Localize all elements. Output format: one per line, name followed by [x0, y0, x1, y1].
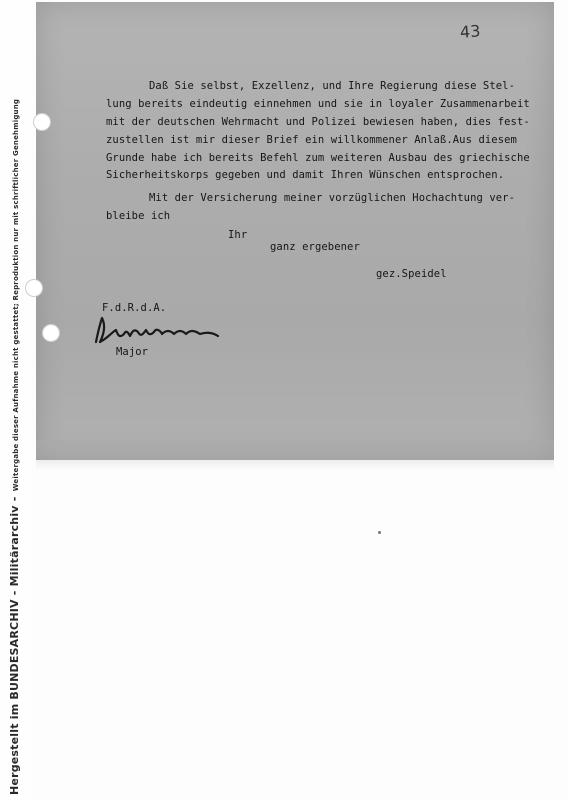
body-line: lung bereits eindeutig einnehmen und sie in loyaler Zusammenarbeit: [106, 98, 530, 110]
body-line: Daß Sie selbst, Exzellenz, und Ihre Regierung diese Stel-: [149, 80, 516, 92]
scan-speck: [378, 531, 381, 534]
rank-label: Major: [116, 346, 149, 358]
closing-line: bleibe ich: [106, 210, 171, 222]
salutation-ergebener: ganz ergebener: [270, 241, 360, 253]
archive-stamp: [3, 99, 22, 795]
punch-hole: [25, 279, 43, 297]
body-line: mit der deutschen Wehrmacht und Polizei bewiesen haben, dies fest-: [106, 116, 530, 128]
archive-stamp-notice: Weitergabe dieser Aufnahme nicht gestattet; Reproduktion nur mit schriftlicher Genehmigung: [12, 98, 20, 492]
certification-mark: F.d.R.d.A.: [102, 302, 167, 314]
body-line: Sicherheitskorps gegeben und damit Ihren Wünschen entsprochen.: [106, 169, 505, 181]
archive-stamp-main: Hergestellt im BUNDESARCHIV - Militärarchiv -: [8, 496, 21, 795]
scan-edge-fade: [36, 440, 554, 470]
scanned-letter-area: [36, 2, 554, 460]
punch-hole: [42, 324, 60, 342]
signed-name: gez.Speidel: [376, 268, 447, 280]
body-line: Grunde habe ich bereits Befehl zum weiteren Ausbau des griechische: [106, 152, 530, 164]
handwritten-signature: [90, 312, 230, 352]
body-line: zustellen ist mir dieser Brief ein willkommener Anlaß.Aus diesem: [106, 134, 517, 146]
archive-margin-strip: [0, 0, 32, 800]
punch-hole: [33, 113, 51, 131]
closing-line: Mit der Versicherung meiner vorzüglichen Hochachtung ver-: [149, 192, 516, 204]
salutation-ihr: Ihr: [228, 229, 248, 241]
folio-number: 43: [459, 21, 481, 42]
